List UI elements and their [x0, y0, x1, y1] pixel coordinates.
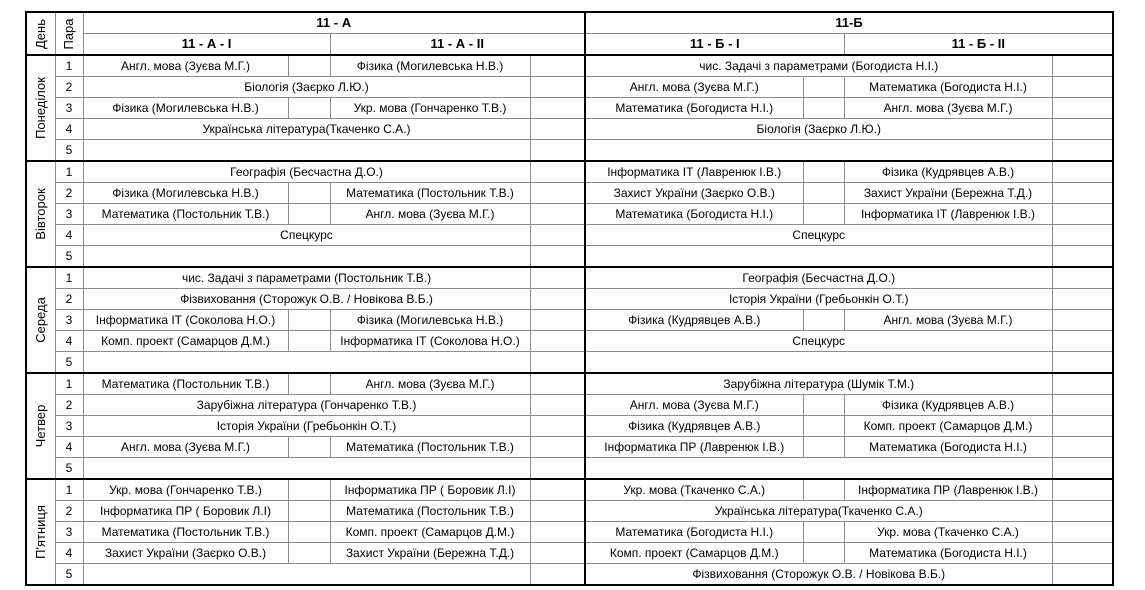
room-cell	[288, 501, 330, 522]
table-row	[26, 289, 1113, 310]
room-cell	[1052, 331, 1113, 352]
room-cell	[1052, 310, 1113, 331]
class-lesson-cell: чис. Задачі з параметрами (Постольник Т.В.)	[83, 267, 530, 289]
group-lesson-cell: Математика (Постольник Т.В.)	[83, 204, 288, 225]
table-row	[26, 246, 1113, 268]
table-row	[26, 161, 1113, 183]
room-cell	[803, 183, 844, 204]
group-lesson-cell: Англ. мова (Зуєва М.Г.)	[330, 204, 530, 225]
pair-number: 2	[55, 77, 83, 98]
day-name: П'ятниця	[26, 479, 55, 585]
class-b-header: 11-Б	[585, 12, 1113, 34]
room-cell	[1052, 267, 1113, 289]
room-cell	[530, 437, 585, 458]
group-lesson-cell: Комп. проект (Самарцов Д.М.)	[585, 543, 803, 564]
group-header: 11 - Б - І	[585, 34, 844, 56]
group-lesson-cell: Інформатика ПР ( Боровик Л.І)	[330, 479, 530, 501]
group-lesson-cell: Комп. проект (Самарцов Д.М.)	[844, 416, 1052, 437]
room-cell	[1052, 522, 1113, 543]
group-lesson-cell: Англ. мова (Зуєва М.Г.)	[585, 395, 803, 416]
room-cell	[288, 373, 330, 395]
room-cell	[1052, 161, 1113, 183]
group-lesson-cell: Фізика (Кудрявцев А.В.)	[844, 395, 1052, 416]
day-name: Вівторок	[26, 161, 55, 267]
group-lesson-cell: Фізика (Могилевська Н.В.)	[330, 310, 530, 331]
group-lesson-cell: Захист України (Заєрко О.В.)	[585, 183, 803, 204]
pair-number: 4	[55, 543, 83, 564]
group-lesson-cell: Фізика (Кудрявцев А.В.)	[585, 310, 803, 331]
group-lesson-cell: Фізика (Могилевська Н.В.)	[83, 183, 288, 204]
pair-number: 2	[55, 183, 83, 204]
room-cell	[1052, 416, 1113, 437]
room-cell	[803, 437, 844, 458]
class-lesson-cell: Українська література(Ткаченко С.А.)	[83, 119, 530, 140]
pair-number: 1	[55, 55, 83, 77]
room-cell	[1052, 501, 1113, 522]
room-cell	[530, 373, 585, 395]
table-row	[26, 416, 1113, 437]
group-header: 11 - А - І	[83, 34, 330, 56]
group-lesson-cell: Математика (Богодиста Н.І.)	[844, 77, 1052, 98]
group-lesson-cell: Укр. мова (Гончаренко Т.В.)	[83, 479, 288, 501]
room-cell	[530, 501, 585, 522]
class-lesson-cell	[585, 140, 1052, 162]
group-lesson-cell: Математика (Богодиста Н.І.)	[585, 98, 803, 119]
group-header: 11 - А - ІІ	[330, 34, 585, 56]
pair-number: 2	[55, 289, 83, 310]
class-lesson-cell	[83, 246, 530, 268]
class-lesson-cell: Біологія (Заєрко Л.Ю.)	[83, 77, 530, 98]
room-cell	[803, 77, 844, 98]
pair-number: 4	[55, 331, 83, 352]
class-lesson-cell: Зарубіжна література (Гончаренко Т.В.)	[83, 395, 530, 416]
room-cell	[1052, 543, 1113, 564]
table-row	[26, 458, 1113, 480]
class-lesson-cell	[585, 352, 1052, 374]
room-cell	[1052, 564, 1113, 586]
group-lesson-cell: Фізика (Кудрявцев А.В.)	[585, 416, 803, 437]
room-cell	[530, 183, 585, 204]
pair-number: 3	[55, 522, 83, 543]
class-lesson-cell: Спецкурс	[585, 331, 1052, 352]
room-cell	[803, 395, 844, 416]
room-cell	[1052, 246, 1113, 268]
table-row	[26, 267, 1113, 289]
room-cell	[1052, 479, 1113, 501]
room-cell	[530, 331, 585, 352]
group-lesson-cell: Математика (Постольник Т.В.)	[330, 183, 530, 204]
day-name: Понеділок	[26, 55, 55, 161]
room-cell	[530, 55, 585, 77]
group-lesson-cell: Комп. проект (Самарцов Д.М.)	[83, 331, 288, 352]
table-row	[26, 119, 1113, 140]
day-name: Четвер	[26, 373, 55, 479]
pair-number: 5	[55, 458, 83, 480]
room-cell	[530, 289, 585, 310]
class-lesson-cell: Зарубіжна література (Шумік Т.М.)	[585, 373, 1052, 395]
pair-number: 4	[55, 225, 83, 246]
room-cell	[803, 543, 844, 564]
table-row	[26, 373, 1113, 395]
table-row	[26, 77, 1113, 98]
group-lesson-cell: Математика (Богодиста Н.І.)	[844, 543, 1052, 564]
room-cell	[803, 310, 844, 331]
room-cell	[288, 98, 330, 119]
pair-number: 1	[55, 161, 83, 183]
group-lesson-cell: Захист України (Бережна Т.Д.)	[844, 183, 1052, 204]
pair-number: 2	[55, 395, 83, 416]
room-cell	[1052, 119, 1113, 140]
table-row	[26, 522, 1113, 543]
pair-number: 1	[55, 267, 83, 289]
group-lesson-cell: Математика (Постольник Т.В.)	[83, 522, 288, 543]
pair-number: 1	[55, 373, 83, 395]
room-cell	[1052, 458, 1113, 480]
table-row	[26, 437, 1113, 458]
pair-number: 3	[55, 204, 83, 225]
room-cell	[1052, 437, 1113, 458]
group-lesson-cell: Інформатика ІТ (Соколова Н.О.)	[83, 310, 288, 331]
group-lesson-cell: Захист України (Бережна Т.Д.)	[330, 543, 530, 564]
table-row	[26, 352, 1113, 374]
pair-number: 5	[55, 352, 83, 374]
table-row	[26, 98, 1113, 119]
pair-number: 2	[55, 501, 83, 522]
group-lesson-cell: Математика (Богодиста Н.І.)	[844, 437, 1052, 458]
table-row	[26, 395, 1113, 416]
group-lesson-cell: Фізика (Могилевська Н.В.)	[330, 55, 530, 77]
room-cell	[530, 225, 585, 246]
group-lesson-cell: Англ. мова (Зуєва М.Г.)	[330, 373, 530, 395]
class-lesson-cell: Історія України (Гребьонкін О.Т.)	[83, 416, 530, 437]
pair-number: 4	[55, 119, 83, 140]
table-row	[26, 140, 1113, 162]
group-lesson-cell: Фізика (Могилевська Н.В.)	[83, 98, 288, 119]
group-lesson-cell: Англ. мова (Зуєва М.Г.)	[83, 437, 288, 458]
room-cell	[1052, 225, 1113, 246]
class-lesson-cell	[83, 458, 530, 480]
room-cell	[1052, 183, 1113, 204]
room-cell	[530, 77, 585, 98]
group-lesson-cell: Інформатика ІТ (Лавренюк І.В.)	[844, 204, 1052, 225]
group-lesson-cell: Інформатика ПР (Лавренюк І.В.)	[844, 479, 1052, 501]
room-cell	[803, 98, 844, 119]
pair-number: 5	[55, 140, 83, 162]
room-cell	[530, 352, 585, 374]
group-lesson-cell: Інформатика ІТ (Лавренюк І.В.)	[585, 161, 803, 183]
room-cell	[803, 204, 844, 225]
table-row	[26, 310, 1113, 331]
room-cell	[1052, 352, 1113, 374]
room-cell	[803, 416, 844, 437]
group-lesson-cell: Укр. мова (Гончаренко Т.В.)	[330, 98, 530, 119]
table-row	[26, 183, 1113, 204]
room-cell	[530, 246, 585, 268]
table-row	[26, 204, 1113, 225]
table-row	[26, 543, 1113, 564]
group-lesson-cell: Інформатика ІТ (Соколова Н.О.)	[330, 331, 530, 352]
room-cell	[530, 267, 585, 289]
group-lesson-cell: Укр. мова (Ткаченко С.А.)	[844, 522, 1052, 543]
room-cell	[288, 437, 330, 458]
group-lesson-cell: Математика (Богодиста Н.І.)	[585, 204, 803, 225]
room-cell	[803, 161, 844, 183]
group-lesson-cell: Комп. проект (Самарцов Д.М.)	[330, 522, 530, 543]
room-cell	[1052, 289, 1113, 310]
class-lesson-cell: Спецкурс	[83, 225, 530, 246]
room-cell	[803, 479, 844, 501]
room-cell	[530, 564, 585, 586]
room-cell	[288, 55, 330, 77]
class-lesson-cell: Географія (Бесчастна Д.О.)	[83, 161, 530, 183]
group-lesson-cell: Англ. мова (Зуєва М.Г.)	[844, 98, 1052, 119]
group-lesson-cell: Інформатика ПР (Лавренюк І.В.)	[585, 437, 803, 458]
room-cell	[530, 161, 585, 183]
room-cell	[803, 522, 844, 543]
class-lesson-cell: Фізвиховання (Сторожук О.В. / Новікова В.Б.)	[83, 289, 530, 310]
room-cell	[1052, 140, 1113, 162]
class-lesson-cell	[83, 352, 530, 374]
room-cell	[530, 310, 585, 331]
group-header: 11 - Б - ІІ	[844, 34, 1113, 56]
pair-number: 5	[55, 564, 83, 586]
room-cell	[530, 204, 585, 225]
table-row	[26, 55, 1113, 77]
table-row	[26, 564, 1113, 586]
class-lesson-cell: Біологія (Заєрко Л.Ю.)	[585, 119, 1052, 140]
pair-number: 3	[55, 416, 83, 437]
pair-number: 4	[55, 437, 83, 458]
room-cell	[288, 310, 330, 331]
table-row	[26, 479, 1113, 501]
group-lesson-cell: Укр. мова (Ткаченко С.А.)	[585, 479, 803, 501]
group-lesson-cell: Англ. мова (Зуєва М.Г.)	[585, 77, 803, 98]
room-cell	[288, 543, 330, 564]
room-cell	[1052, 98, 1113, 119]
room-cell	[1052, 373, 1113, 395]
group-lesson-cell: Математика (Постольник Т.В.)	[330, 437, 530, 458]
schedule-table	[25, 11, 1114, 586]
room-cell	[530, 479, 585, 501]
class-lesson-cell: Географія (Бесчастна Д.О.)	[585, 267, 1052, 289]
room-cell	[1052, 77, 1113, 98]
table-row	[26, 225, 1113, 246]
table-row	[26, 501, 1113, 522]
group-lesson-cell: Інформатика ПР ( Боровик Л.І)	[83, 501, 288, 522]
table-row	[26, 331, 1113, 352]
room-cell	[530, 416, 585, 437]
group-lesson-cell: Захист України (Заєрко О.В.)	[83, 543, 288, 564]
room-cell	[530, 119, 585, 140]
class-lesson-cell	[83, 564, 530, 586]
room-cell	[530, 140, 585, 162]
group-lesson-cell: Фізика (Кудрявцев А.В.)	[844, 161, 1052, 183]
group-lesson-cell: Математика (Постольник Т.В.)	[330, 501, 530, 522]
group-lesson-cell: Математика (Богодиста Н.І.)	[585, 522, 803, 543]
room-cell	[1052, 55, 1113, 77]
class-lesson-cell: Фізвиховання (Сторожук О.В. / Новікова В.Б.)	[585, 564, 1052, 586]
room-cell	[288, 479, 330, 501]
group-lesson-cell: Англ. мова (Зуєва М.Г.)	[83, 55, 288, 77]
pair-number: 1	[55, 479, 83, 501]
class-lesson-cell: чис. Задачі з параметрами (Богодиста Н.І.)	[585, 55, 1052, 77]
room-cell	[288, 522, 330, 543]
class-lesson-cell	[585, 458, 1052, 480]
class-lesson-cell: Історія України (Гребьонкін О.Т.)	[585, 289, 1052, 310]
room-cell	[530, 458, 585, 480]
class-lesson-cell	[585, 246, 1052, 268]
room-cell	[530, 543, 585, 564]
day-header: День	[26, 12, 55, 55]
room-cell	[288, 331, 330, 352]
room-cell	[288, 204, 330, 225]
class-lesson-cell	[83, 140, 530, 162]
room-cell	[530, 98, 585, 119]
room-cell	[288, 183, 330, 204]
pair-number: 3	[55, 310, 83, 331]
pair-header: Пара	[55, 12, 83, 55]
group-lesson-cell: Англ. мова (Зуєва М.Г.)	[844, 310, 1052, 331]
pair-number: 5	[55, 246, 83, 268]
room-cell	[530, 522, 585, 543]
room-cell	[1052, 395, 1113, 416]
class-lesson-cell: Українська література(Ткаченко С.А.)	[585, 501, 1052, 522]
class-a-header: 11 - А	[83, 12, 585, 34]
room-cell	[530, 395, 585, 416]
room-cell	[1052, 204, 1113, 225]
class-lesson-cell: Спецкурс	[585, 225, 1052, 246]
pair-number: 3	[55, 98, 83, 119]
day-name: Середа	[26, 267, 55, 373]
group-lesson-cell: Математика (Постольник Т.В.)	[83, 373, 288, 395]
